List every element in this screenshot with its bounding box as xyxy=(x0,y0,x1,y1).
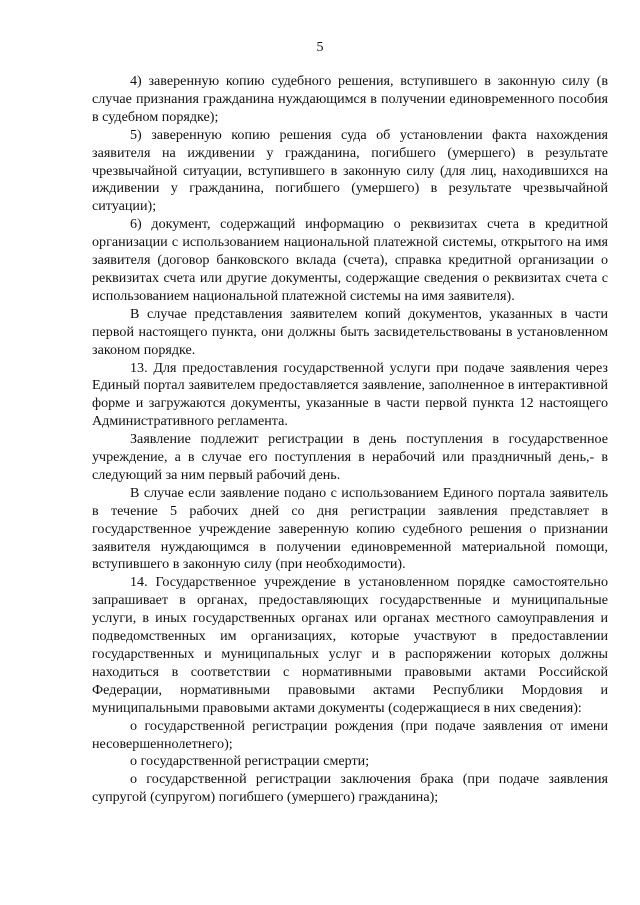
list-item-birth-registration: о государственной регистрации рождения (при подаче заявления от имени несовершеннолетнего); xyxy=(92,717,608,752)
list-item-death-registration: о государственной регистрации смерти; xyxy=(130,753,370,770)
paragraph-item-5: 5) заверенную копию решения суда об установлении факта нахождения заявителя на иждивении у гражданина, погибшего (умершего) в результате чрезвычайной ситуации, вступившего в законную силу (для лиц, находившихся на иждивении у гражданина, погибшего (умершего) в результате чрезвычайной ситуации); xyxy=(92,126,608,215)
paragraph-registration: Заявление подлежит регистрации в день поступления в государственное учреждение, а в случае его поступления в нерабочий или праздничный день,- в следующий за ним первый рабочий день. xyxy=(92,431,608,483)
paragraph-item-4: 4) заверенную копию судебного решения, вступившего в законную силу (в случае признания гражданина нуждающимся в получении единовременного пособия в судебном порядке); xyxy=(92,73,608,125)
paragraph-item-6: 6) документ, содержащий информацию о реквизитах счета в кредитной организации с использованием национальной платежной системы, открытого на имя заявителя (договор банковского вклада (счета), справка кредитной организации о реквизитах счета или другие документы, содержащие сведения о реквизитах счета с использованием национальной платежной системы на имя заявителя). xyxy=(92,216,608,304)
document-body xyxy=(92,73,608,807)
page-number: 5 xyxy=(316,40,324,55)
list-item-marriage-registration: о государственной регистрации заключения брака (при подаче заявления супругой (супругом) погибшего (умершего) гражданина); xyxy=(92,771,608,806)
paragraph-13: 13. Для предоставления государственной услуги при подаче заявления через Единый портал заявителем предоставляется заявление, заполненное в интерактивной форме и загружаются документы, указанные в части первой пункта 12 настоящего Административного регламента. xyxy=(92,359,608,430)
paragraph-14: 14. Государственное учреждение в установленном порядке самостоятельно запрашивает в органах, предоставляющих государственные и муниципальные услуги, в иных государственных органах или органах местного самоуправления и подведомственных им организациях, которые участвуют в предоставлении государственных и муниципальных услуг и в распоряжении которых должны находиться в соответствии с нормативными правовыми актами Российской Федерации, нормативными правовыми актами Республики Мордовия и муниципальными правовыми актами документы (содержащиеся в них сведения): xyxy=(92,574,608,716)
paragraph-copies-certification: В случае представления заявителем копий документов, указанных в части первой настоящего пункта, они должны быть засвидетельствованы в установленном законом порядке. xyxy=(92,305,608,358)
paragraph-unified-portal: В случае если заявление подано с использованием Единого портала заявитель в течение 5 рабочих дней со дня регистрации заявления представляет в государственное учреждение заверенную копию судебного решения о признании заявителя нуждающимся в получении единовременной материальной помощи, вступившего в законную силу (при необходимости). xyxy=(92,484,608,573)
